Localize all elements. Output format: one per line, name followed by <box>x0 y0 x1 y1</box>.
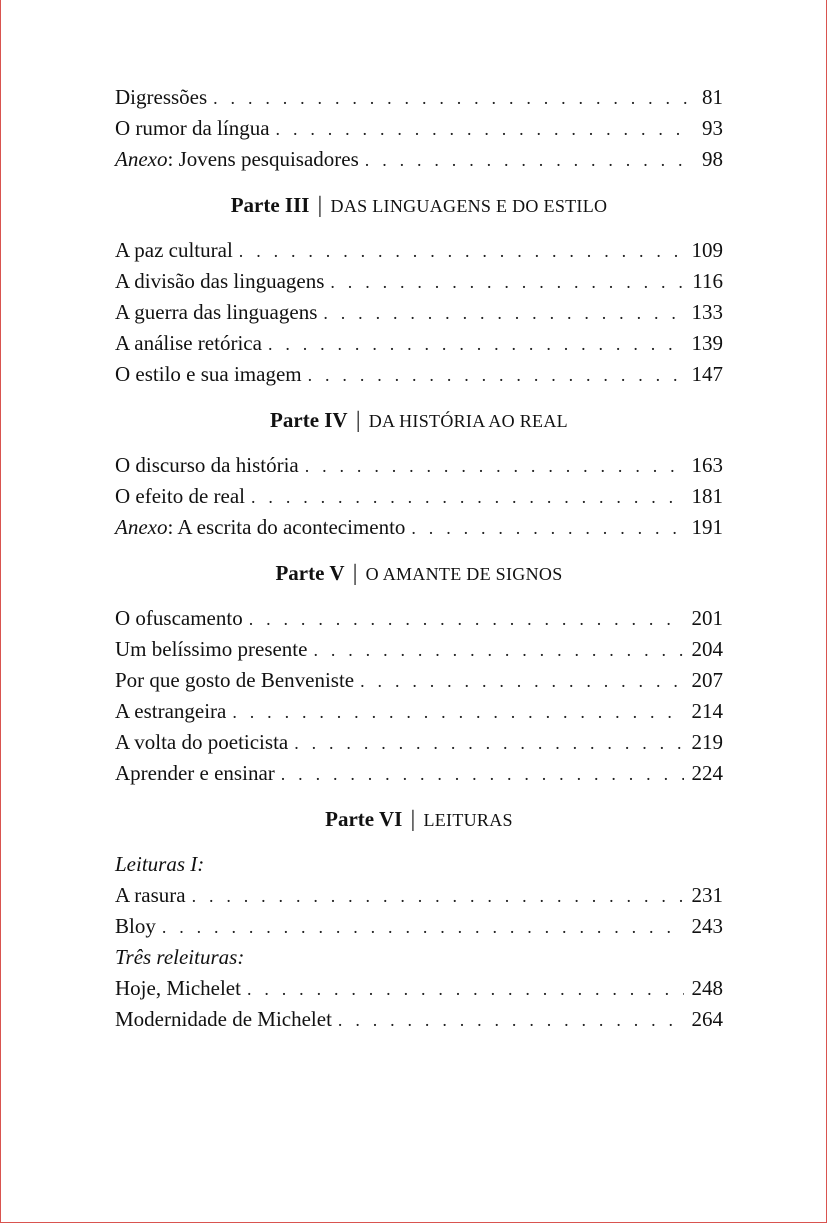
part-title: O AMANTE DE SIGNOS <box>365 564 563 584</box>
entry-title: A estrangeira <box>115 699 227 723</box>
part-label: Parte III <box>230 193 310 217</box>
page-number: 224 <box>691 761 723 785</box>
entry-title: A análise retórica <box>115 331 262 355</box>
dot-leader <box>251 482 683 513</box>
page-number: 248 <box>691 976 723 1000</box>
part-label: Parte V <box>275 561 345 585</box>
dot-leader <box>281 759 684 790</box>
toc-entry <box>115 266 723 297</box>
dot-leader <box>305 451 684 482</box>
page-number: 93 <box>702 116 723 140</box>
entry-title: A guerra das linguagens <box>115 300 318 324</box>
part-title: LEITURAS <box>423 810 513 830</box>
part-label: Parte IV <box>270 408 348 432</box>
dot-leader <box>365 145 687 176</box>
entry-title <box>115 512 411 543</box>
toc-entry <box>115 450 723 481</box>
toc-entry <box>115 235 723 266</box>
part-title: DA HISTÓRIA AO REAL <box>368 411 568 431</box>
toc-entry <box>115 82 723 113</box>
toc-entry <box>115 665 723 696</box>
entry-title: A paz cultural <box>115 238 233 262</box>
toc-entry <box>115 328 723 359</box>
entry-title: O discurso da história <box>115 453 299 477</box>
entry-prefix: Anexo <box>115 515 168 539</box>
entry-title-text: : Jovens pesquisadores <box>167 147 359 171</box>
entry-title: Hoje, Michelet <box>115 976 241 1000</box>
toc-entry <box>115 880 723 911</box>
part-heading <box>115 557 723 588</box>
part-title: DAS LINGUAGENS E DO ESTILO <box>330 196 608 216</box>
toc-entry <box>115 144 723 175</box>
toc-entry <box>115 512 723 543</box>
entry-title: O efeito de real <box>115 484 246 508</box>
page-number: 204 <box>691 637 723 661</box>
dot-leader <box>192 881 684 912</box>
page-number: 207 <box>691 668 723 692</box>
dot-leader <box>276 114 687 145</box>
dot-leader <box>247 974 684 1005</box>
entry-title: Por que gosto de Benveniste <box>115 668 355 692</box>
subsection-heading: Leituras I: <box>115 852 205 876</box>
dot-leader <box>330 267 684 298</box>
toc-entry <box>115 113 723 144</box>
toc-entry <box>115 359 723 390</box>
dot-leader <box>338 1005 684 1036</box>
part-separator: | <box>317 192 323 217</box>
entry-title: Digressões <box>115 85 208 109</box>
entry-title: Um belíssimo presente <box>115 637 308 661</box>
dot-leader <box>308 360 684 391</box>
entry-title: O estilo e sua imagem <box>115 362 302 386</box>
dot-leader <box>323 298 683 329</box>
part-heading <box>115 404 723 435</box>
page-number: 231 <box>691 883 723 907</box>
page-number: 163 <box>691 453 723 477</box>
table-of-contents <box>115 82 723 1035</box>
part-heading <box>115 803 723 834</box>
toc-entry <box>115 481 723 512</box>
page-number: 219 <box>691 730 723 754</box>
dot-leader <box>411 513 683 544</box>
toc-entry <box>115 758 723 789</box>
page-number: 109 <box>691 238 723 262</box>
entry-title: Bloy <box>115 914 156 938</box>
dot-leader <box>162 912 684 943</box>
page-number: 116 <box>692 269 723 293</box>
dot-leader <box>313 635 683 666</box>
dot-leader <box>268 329 684 360</box>
page-number: 147 <box>691 362 723 386</box>
page-number: 191 <box>691 515 723 539</box>
dot-leader <box>249 604 684 635</box>
page-number: 201 <box>691 606 723 630</box>
page-number: 214 <box>691 699 723 723</box>
entry-title <box>115 144 365 175</box>
entry-title: Aprender e ensinar <box>115 761 275 785</box>
entry-title-text: : A escrita do acontecimento <box>167 515 406 539</box>
toc-entry <box>115 973 723 1004</box>
toc-entry <box>115 727 723 758</box>
entry-title: A rasura <box>115 883 186 907</box>
entry-title: A divisão das linguagens <box>115 269 325 293</box>
toc-entry <box>115 911 723 942</box>
toc-entry <box>115 1004 723 1035</box>
page-number: 98 <box>702 147 723 171</box>
part-separator: | <box>355 407 361 432</box>
dot-leader <box>294 728 683 759</box>
entry-title: O rumor da língua <box>115 116 270 140</box>
dot-leader <box>239 236 684 267</box>
dot-leader <box>360 666 683 697</box>
subsection-heading: Três releituras: <box>115 945 245 969</box>
entry-title: O ofuscamento <box>115 606 243 630</box>
part-heading <box>115 189 723 220</box>
entry-title: A volta do poeticista <box>115 730 289 754</box>
toc-entry <box>115 297 723 328</box>
page-number: 264 <box>691 1007 723 1031</box>
dot-leader <box>232 697 683 728</box>
page-number: 139 <box>691 331 723 355</box>
part-separator: | <box>352 560 358 585</box>
part-label: Parte VI <box>325 807 403 831</box>
part-separator: | <box>410 806 416 831</box>
page-number: 81 <box>702 85 723 109</box>
toc-entry <box>115 603 723 634</box>
toc-entry <box>115 634 723 665</box>
dot-leader <box>213 83 687 114</box>
page-number: 181 <box>691 484 723 508</box>
page-number: 243 <box>691 914 723 938</box>
page-number: 133 <box>691 300 723 324</box>
entry-prefix: Anexo <box>115 147 168 171</box>
toc-entry <box>115 696 723 727</box>
entry-title: Modernidade de Michelet <box>115 1007 332 1031</box>
